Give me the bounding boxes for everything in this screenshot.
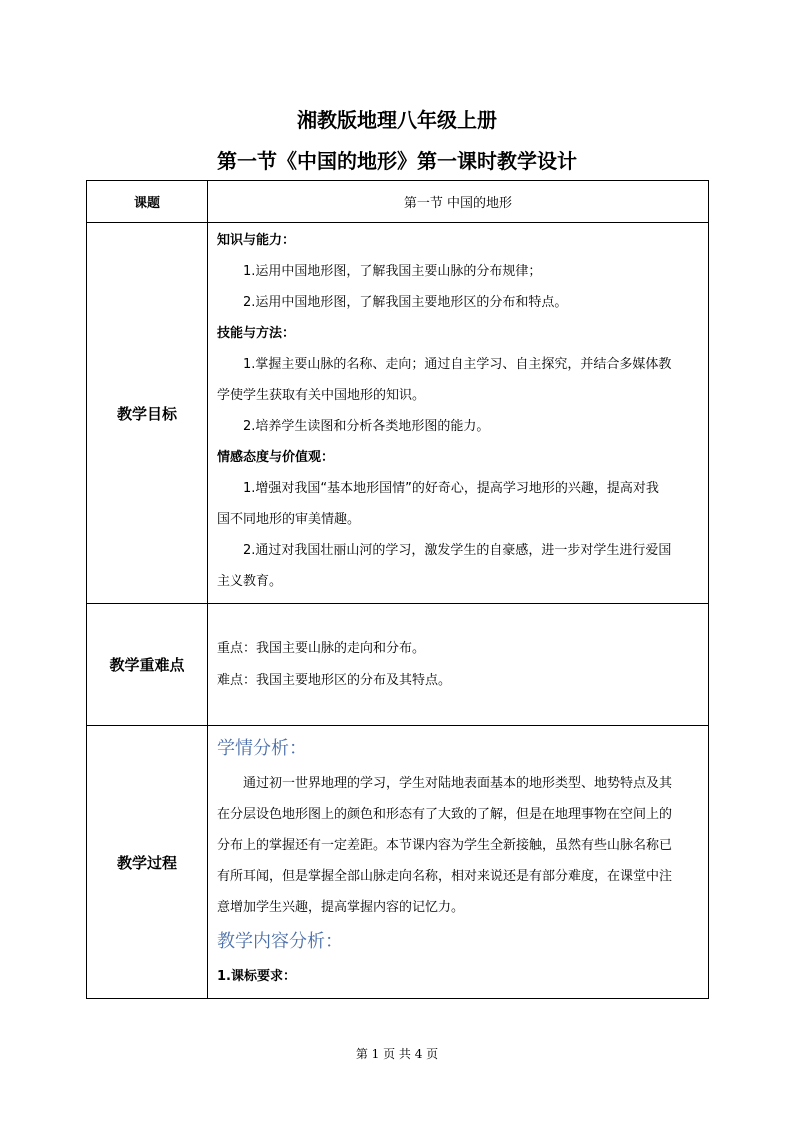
process-label: 教学过程 [87, 726, 208, 999]
table-row-process [87, 726, 709, 999]
lesson-plan-table [86, 180, 709, 999]
knowledge-item-1: 1.运用中国地形图，了解我国主要山脉的分布规律； [243, 264, 542, 279]
values-item-1-line-2: 国不同地形的审美情趣。 [217, 512, 361, 527]
key-point: 重点：我国主要山脉的走向和分布。 [217, 641, 426, 656]
page-footer: 第 1 页 共 4 页 [355, 1047, 439, 1061]
skills-item-1-line-2: 学使学生获取有关中国地形的知识。 [217, 388, 426, 403]
analysis-line-4: 有所耳闻，但是掌握全部山脉走向名称，相对来说还是有部分难度，在课堂中注 [217, 869, 673, 884]
table-row-topic [87, 181, 709, 223]
curriculum-requirement: 1.课标要求： [217, 969, 296, 984]
analysis-line-2: 在分层设色地形图上的颜色和形态有了大致的了解，但是在地理事物在空间上的 [217, 807, 673, 822]
values-item-2-line-2: 主义教育。 [217, 574, 283, 589]
document-title: 湘教版地理八年级上册 [297, 108, 497, 132]
topic-value: 第一节 中国的地形 [208, 181, 709, 223]
values-item-1-line-1: 1.增强对我国“基本地形国情”的好奇心，提高学习地形的兴趣，提高对我 [243, 481, 659, 496]
values-heading: 情感态度与价值观： [217, 450, 335, 465]
knowledge-item-2: 2.运用中国地形图，了解我国主要地形区的分布和特点。 [243, 295, 568, 310]
table-row-keypoints [87, 604, 709, 726]
keypoints-label: 教学重难点 [87, 604, 208, 726]
keypoints-content [208, 604, 709, 726]
difficult-point: 难点：我国主要地形区的分布及其特点。 [217, 673, 452, 688]
skills-item-2: 2.培养学生读图和分析各类地形图的能力。 [243, 419, 490, 434]
objectives-label: 教学目标 [87, 223, 208, 604]
document-subtitle: 第一节《中国的地形》第一课时教学设计 [217, 149, 577, 173]
process-content [208, 726, 709, 999]
table-row-objectives [87, 223, 709, 604]
content-analysis-heading: 教学内容分析： [217, 931, 343, 952]
analysis-line-3: 分布上的掌握还有一定差距。本节课内容为学生全新接触，虽然有些山脉名称已 [217, 838, 673, 853]
skills-item-1-line-1: 1.掌握主要山脉的名称、走向；通过自主学习、自主探究，并结合多媒体教 [243, 357, 672, 372]
knowledge-heading: 知识与能力： [217, 233, 296, 248]
analysis-line-1: 通过初一世界地理的学习，学生对陆地表面基本的地形类型、地势特点及其 [243, 776, 673, 791]
objectives-content [208, 223, 709, 604]
analysis-heading: 学情分析： [217, 738, 307, 759]
values-item-2-line-1: 2.通过对我国壮丽山河的学习，激发学生的自豪感，进一步对学生进行爱国 [243, 543, 672, 558]
skills-heading: 技能与方法： [217, 326, 296, 341]
analysis-line-5: 意增加学生兴趣，提高掌握内容的记忆力。 [217, 900, 465, 915]
topic-label: 课题 [87, 181, 208, 223]
